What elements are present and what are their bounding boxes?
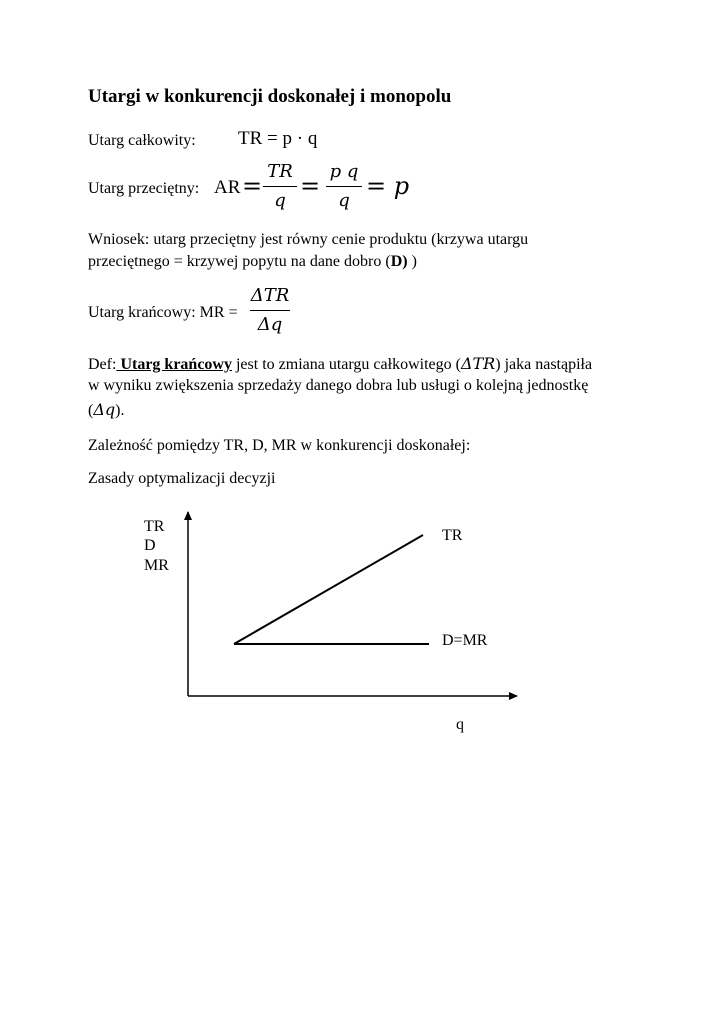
paren-close: ). bbox=[115, 402, 125, 419]
average-revenue-lhs: AR bbox=[214, 177, 241, 198]
fraction-denominator: Δq bbox=[257, 314, 283, 335]
definition-prefix: Def: bbox=[88, 356, 117, 373]
y-axis-label-tr: TR bbox=[144, 518, 165, 535]
total-revenue-formula: TR = p · q bbox=[238, 128, 318, 149]
conclusion-line-1: Wniosek: utarg przeciętny jest równy cenie produktu (krzywa utargu bbox=[88, 231, 529, 248]
series-line-tr bbox=[234, 535, 423, 644]
conclusion-text-end: ) bbox=[407, 253, 417, 270]
y-axis-label-mr: MR bbox=[144, 557, 169, 574]
fraction-numerator: ΔTR bbox=[250, 285, 290, 306]
fraction-denominator: q bbox=[338, 190, 350, 211]
definition-text-end: ) jaka nastąpiła bbox=[495, 356, 593, 373]
marginal-revenue-label: Utarg krańcowy: MR = bbox=[88, 304, 238, 321]
series-label-tr: TR bbox=[442, 527, 463, 544]
fraction-numerator: TR bbox=[267, 161, 293, 182]
definition-term: Utarg krańcowy bbox=[116, 356, 232, 373]
definition-line-2: w wyniku zwiększenia sprzedaży danego dobra lub usługi o kolejną jednostkę bbox=[88, 377, 589, 394]
conclusion-bold-d: D) bbox=[390, 253, 408, 270]
delta-q: Δq bbox=[93, 400, 116, 419]
equals-sign-1: = bbox=[242, 172, 263, 200]
equals-p: = p bbox=[366, 172, 410, 200]
definition-text: jest to zmiana utargu całkowitego ( bbox=[231, 356, 461, 373]
paren-open: ( bbox=[88, 402, 94, 419]
relation-text: Zależność pomiędzy TR, D, MR w konkurencji doskonałej: bbox=[88, 437, 471, 454]
total-revenue-label: Utarg całkowity: bbox=[88, 132, 196, 149]
fraction-numerator: p q bbox=[329, 161, 359, 182]
equals-sign-2: = bbox=[300, 172, 321, 200]
page-title: Utargi w konkurencji doskonałej i monopolu bbox=[88, 86, 452, 107]
conclusion-text: przeciętnego = krzywej popytu na dane dobro ( bbox=[88, 253, 391, 270]
y-axis-label-d: D bbox=[144, 537, 156, 554]
optimization-text: Zasady optymalizacji decyzji bbox=[88, 470, 276, 487]
average-revenue-label: Utarg przeciętny: bbox=[88, 180, 200, 197]
series-layer bbox=[234, 535, 429, 644]
fraction-denominator: q bbox=[274, 190, 286, 211]
delta-tr: ΔTR bbox=[460, 354, 496, 373]
series-label-dmr: D=MR bbox=[442, 632, 488, 649]
x-axis-label: q bbox=[456, 716, 464, 733]
